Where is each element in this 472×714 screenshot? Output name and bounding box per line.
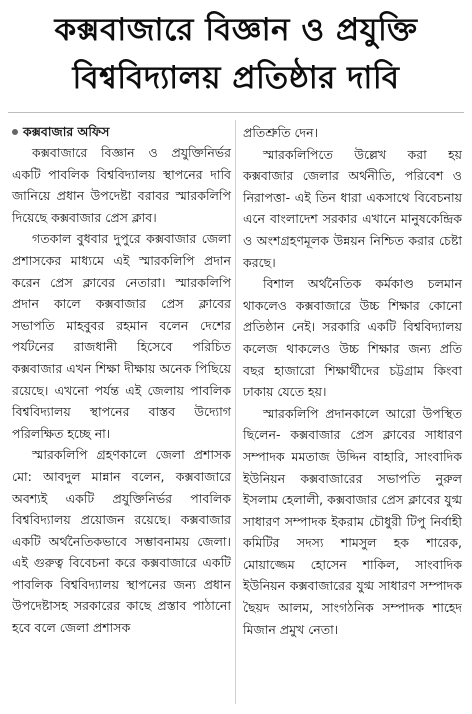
byline: [12, 122, 231, 142]
paragraph: বিশাল অর্থনৈতিক কর্মকাণ্ড চলমান থাকলেও কক্সবাজারে উচ্চ শিক্ষার কোনো প্রতিষ্ঠান নেই। সরকারি একটি বিশ্ববিদ্যালয় কলেজ থাকলেও উচ্চ শিক্ষার জন্য প্রতি বছর হাজারো শিক্ষার্থীদের চট্টগ্রাম কিংবা ঢাকায় যেতে হয়।: [243, 276, 462, 400]
article-headline: [10, 6, 462, 102]
left-column: [12, 122, 231, 639]
column-divider: [235, 120, 236, 704]
paragraph: স্মারকলিপি গ্রহণকালে জেলা প্রশাসক মো: আবদুল মান্নান বলেন, কক্সবাজারে অবশ্যই একটি প্রযুক্তিনির্ভর পাবলিক বিশ্ববিদ্যালয় প্রয়োজন রয়েছে। কক্সবাজার একটি অর্থনৈতিকভাবে সম্ভাবনাময় জেলা। এই গুরুত্ব বিবেচনা করে কক্সবাজারে একটি পাবলিক বিশ্ববিদ্যালয় স্থাপনের জন্য প্রধান উপদেষ্টাসহ সরকারের কাছে প্রস্তাব পাঠানো হবে বলে জেলা প্রশাসক: [12, 447, 231, 636]
paragraph: স্মারকলিপি প্রদানকালে আরো উপস্থিত ছিলেন- কক্সবাজার প্রেস ক্লাবের সাধারণ সম্পাদক মমতাজ উদ্দিন বাহারি, সাংবাদিক ইউনিয়ন কক্সবাজারের সভাপতি নুরুল ইসলাম হেলালী, কক্সবাজার প্রেস ক্লাবের যুগ্ম সাধারণ সম্পাদক ইকরাম চৌধুরী টিপু নির্বাহী কমিটির সদস্য শামসুল হক শারেক, মোয়াজ্জেম হোসেন শাকিল, সাংবাদিক ইউনিয়ন কক্সবাজারের যুগ্ম সাধারণ সম্পাদক ছৈয়দ আলম, সাংগঠনিক সম্পাদক শাহেদ মিজান প্রমুখ নেতা।: [243, 405, 462, 637]
paragraph: কক্সবাজারে বিজ্ঞান ও প্রযুক্তিনির্ভর একটি পাবলিক বিশ্ববিদ্যালয় স্থাপনের দাবি জানিয়ে প্রধান উপদেষ্টা বরাবর স্মারকলিপি দিয়েছে কক্সবাজার প্রেস ক্লাব।: [12, 145, 231, 225]
paragraph: স্মারকলিপিতে উল্লেখ করা হয় কক্সবাজার জেলার অর্থনীতি, পরিবেশ ও নিরাপত্তা- এই তিন ধারা একসাথে বিবেচনায় এনে বাংলাদেশ সরকার এখানে মানুষকেন্দ্রিক ও অংশগ্রহণমূলক উন্নয়ন নিশ্চিত করার চেষ্টা করছে।: [243, 146, 462, 270]
headline-rule: [8, 112, 464, 113]
headline-line-1: কক্সবাজারে বিজ্ঞান ও প্রযুক্তি: [54, 12, 418, 48]
paragraph: প্রতিশ্রুতি দেন।: [243, 125, 319, 140]
paragraph: গতকাল বুধবার দুপুরে কক্সবাজার জেলা প্রশাসকের মাধ্যমে এই স্মারকলিপি প্রদান করেন প্রেস ক্লাবের নেতারা। স্মারকলিপি প্রদান কালে কক্সবাজার প্রেস ক্লাবের সভাপতি মাহবুবর রহমান বলেন দেশের পর্যটনের রাজধানী হিসেবে পরিচিত কক্সবাজার এখন শিক্ষা দীক্ষায় অনেক পিছিয়ে রয়েছে। এখনো পর্যন্ত এই জেলায় পাবলিক বিশ্ববিদ্যালয় স্থাপনের বাস্তব উদ্যোগ পরিলক্ষিত হচ্ছে না।: [12, 231, 231, 441]
byline-text: কক্সবাজার অফিস: [23, 124, 110, 139]
right-column: [243, 122, 462, 640]
headline-line-2: বিশ্ববিদ্যালয় প্রতিষ্ঠার দাবি: [72, 60, 400, 96]
bullet-icon: [12, 129, 18, 135]
